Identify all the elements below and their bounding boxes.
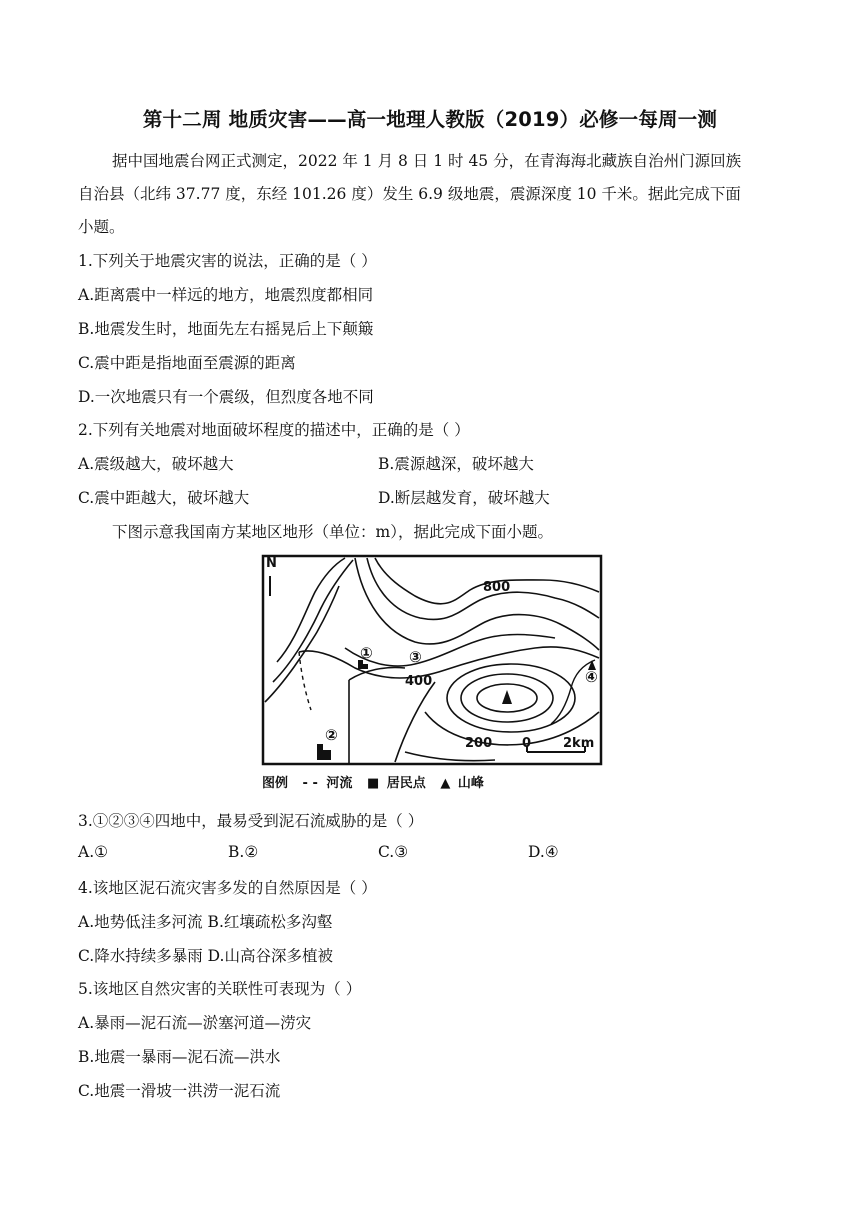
question-1-stem: 1.下列关于地震灾害的说法，正确的是（ ）: [78, 252, 377, 270]
question-5-option-b: B.地震一暴雨—泥石流—洪水: [78, 1048, 281, 1066]
contour-map-graphic: [255, 552, 605, 792]
site-3-label: ③: [409, 648, 422, 666]
intro-paragraph-line-1: 据中国地震台网正式测定，2022 年 1 月 8 日 1 时 45 分，在青海海北藏族自治州门源回族: [112, 152, 742, 170]
question-4-stem: 4.该地区泥石流灾害多发的自然原因是（ ）: [78, 879, 377, 897]
legend-peak-label: 山峰: [457, 776, 484, 791]
legend-river-label: 河流: [326, 776, 353, 791]
question-2-option-a: A.震级越大，破坏越大: [78, 455, 234, 473]
north-label: N: [266, 556, 277, 571]
question-4-options-cd: C.降水持续多暴雨 D.山高谷深多植被: [78, 947, 333, 965]
map-legend: [262, 772, 494, 792]
question-3-stem: 3.①②③④四地中，最易受到泥石流威胁的是（ ）: [78, 812, 424, 830]
scale-label-end: 2km: [563, 736, 595, 751]
topographic-map: [255, 552, 605, 792]
question-1-option-b: B.地震发生时，地面先左右摇晃后上下颠簸: [78, 320, 374, 338]
question-5-option-a: A.暴雨—泥石流—淤塞河道—涝灾: [78, 1014, 312, 1032]
contour-label-800: 800: [483, 580, 511, 595]
question-1-option-c: C.震中距是指地面至震源的距离: [78, 354, 296, 372]
legend-river-icon: - -: [302, 776, 318, 791]
site-4-label: ④: [585, 668, 598, 686]
question-1-option-d: D.一次地震只有一个震级，但烈度各地不同: [78, 388, 374, 406]
intro-paragraph-line-3: 小题。: [78, 218, 125, 236]
intro-paragraph-line-2: 自治县（北纬 37.77 度，东经 101.26 度）发生 6.9 级地震，震源深度 10 千米。据此完成下面: [78, 185, 741, 203]
legend-settlement-label: 居民点: [386, 776, 426, 791]
legend-peak-icon: ▲: [440, 776, 451, 791]
question-4-options-ab: A.地势低洼多河流 B.红壤疏松多沟壑: [78, 913, 333, 931]
contour-label-400: 400: [405, 674, 433, 689]
question-5-option-c: C.地震一滑坡一洪涝一泥石流: [78, 1082, 281, 1100]
legend-settlement-icon: ■: [366, 776, 380, 791]
legend-title: 图例: [262, 776, 289, 791]
question-2-stem: 2.下列有关地震对地面破坏程度的描述中，正确的是（ ）: [78, 421, 470, 439]
page-title: 第十二周 地质灾害——高一地理人教版（2019）必修一每周一测: [142, 108, 718, 131]
site-2-label: ②: [325, 726, 338, 744]
question-3-option-d: D.④: [528, 843, 559, 861]
question-3-option-c: C.③: [378, 843, 409, 861]
question-3-option-b: B.②: [228, 843, 259, 861]
scale-label-zero: 0: [522, 736, 532, 751]
question-2-option-d: D.断层越发育，破坏越大: [378, 489, 550, 507]
question-1-option-a: A.距离震中一样远的地方，地震烈度都相同: [78, 286, 374, 304]
question-2-option-c: C.震中距越大，破坏越大: [78, 489, 250, 507]
question-3-option-a: A.①: [78, 843, 109, 861]
contour-label-200: 200: [465, 736, 493, 751]
question-2-option-b: B.震源越深，破坏越大: [378, 455, 534, 473]
question-5-stem: 5.该地区自然灾害的关联性可表现为（ ）: [78, 980, 362, 998]
site-1-label: ①: [360, 644, 373, 662]
map-intro: 下图示意我国南方某地区地形（单位：m），据此完成下面小题。: [112, 523, 553, 541]
